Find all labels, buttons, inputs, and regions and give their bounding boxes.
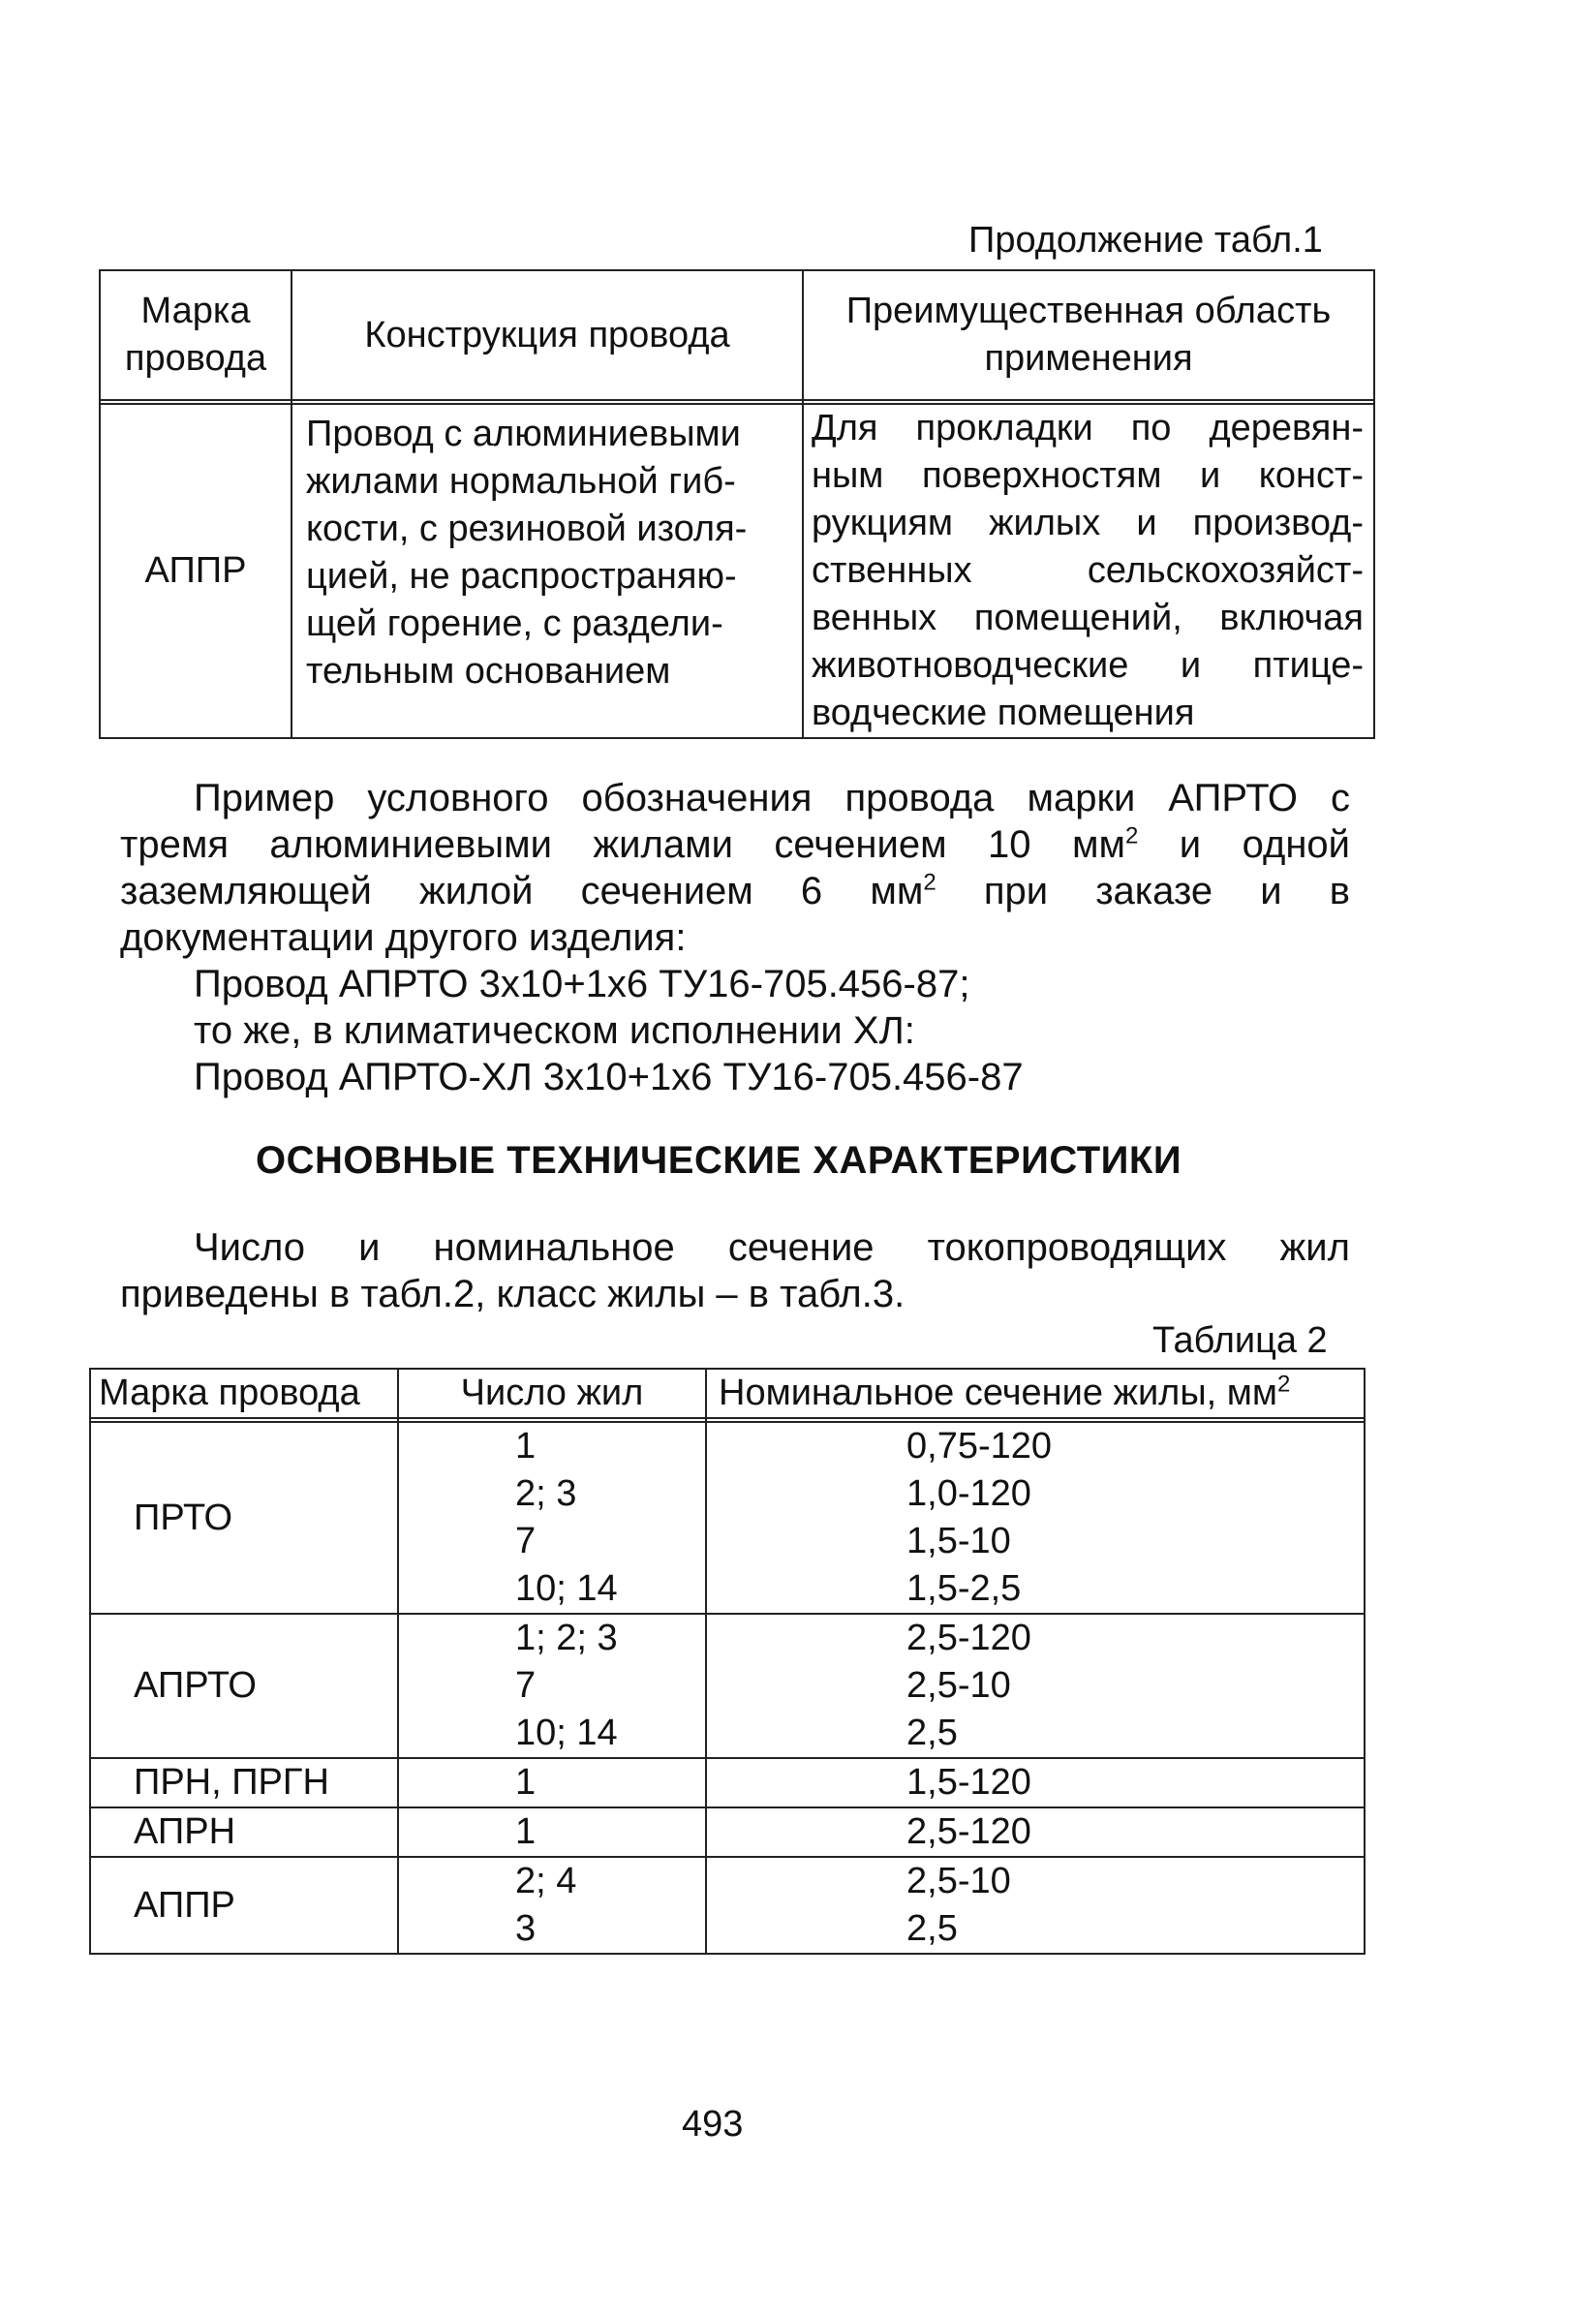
table2-row: [90, 1758, 1365, 1807]
section-paragraph: [120, 1224, 1350, 1317]
construction-line: жилами нормальной гиб-: [306, 461, 736, 502]
construction-line: Провод с алюминиевыми: [306, 414, 741, 454]
table2-cell-mark: ПРН, ПРГН: [90, 1758, 398, 1807]
table2-header-section: Номинальное сечение жилы, $мм^2$: [706, 1369, 1365, 1418]
count-value: 10; 14: [515, 1713, 618, 1753]
application-line: венных помещений, включая: [812, 598, 1364, 638]
table1-cell-mark: АППР: [100, 404, 292, 738]
table1-header-application: Преимущественная область применения: [803, 270, 1374, 400]
example-line-5: Провод АПРТО 3х10+1х6 ТУ16-705.456-87;: [194, 963, 970, 1005]
table1-cell-application: [803, 404, 1374, 738]
count-value: 2; 4: [515, 1861, 577, 1901]
construction-line: цией, не распространяю-: [306, 556, 737, 597]
section-value: 1,5-2,5: [906, 1568, 1022, 1609]
table2-row: [90, 1807, 1365, 1857]
table2-row: [90, 1857, 1365, 1954]
table2-cell-section: [706, 1758, 1365, 1807]
section-value: 1,5-10: [906, 1521, 1011, 1561]
table2-cell-mark: АППР: [90, 1857, 398, 1954]
table1-header-construction: Конструкция провода: [292, 270, 803, 400]
table2-cell-count: [398, 1857, 706, 1954]
table1-header-mark: Марка провода: [100, 270, 292, 400]
table2-cell-section: [706, 1857, 1365, 1954]
section-heading: ОСНОВНЫЕ ТЕХНИЧЕСКИЕ ХАРАКТЕРИСТИКИ: [256, 1139, 1182, 1182]
example-line-7: Провод АПРТО-ХЛ 3х10+1х6 ТУ16-705.456-87: [194, 1056, 1024, 1098]
table2-cell-section: [706, 1422, 1365, 1614]
table2-row: [90, 1422, 1365, 1614]
section-value: 2,5: [906, 1908, 958, 1949]
example-line-4: документации другого изделия:: [120, 916, 687, 959]
application-line: водческие помещения: [812, 693, 1195, 733]
table2-header-count: Число жил: [398, 1369, 706, 1418]
table2-cell-mark: АПРН: [90, 1807, 398, 1857]
table2-body: [90, 1422, 1365, 1954]
table2-caption: Таблица 2: [1152, 1320, 1328, 1361]
table2-cell-section: [706, 1807, 1365, 1857]
count-value: 2; 3: [515, 1473, 577, 1514]
example-line-6: то же, в климатическом исполнении ХЛ:: [194, 1009, 915, 1052]
page-number: 493: [682, 2104, 744, 2145]
section-line-2: приведены в табл.2, класс жилы – в табл.3.: [120, 1273, 905, 1315]
table2-header-mark: Марка провода: [90, 1369, 398, 1418]
example-paragraph: [120, 775, 1350, 1100]
section-value: 2,5: [906, 1713, 958, 1753]
section-line-1: Число и номинальное сечение токопроводящих жил: [194, 1226, 1350, 1269]
table2-cell-count: [398, 1807, 706, 1857]
table2-cell-count: [398, 1614, 706, 1758]
table2-cell-count: [398, 1758, 706, 1807]
section-value: 0,75-120: [906, 1426, 1053, 1467]
application-line: животноводческие и птице-: [812, 645, 1364, 686]
example-line-2: тремя алюминиевыми жилами сечением 10 $мм^2$ и одной: [120, 822, 1350, 866]
table2-cell-mark: АПРТО: [90, 1614, 398, 1758]
count-value: 1: [515, 1762, 537, 1803]
application-line: ственных сельскохозяйст-: [812, 550, 1364, 591]
count-value: 7: [515, 1521, 537, 1561]
table2-row: [90, 1614, 1365, 1758]
count-value: 10; 14: [515, 1568, 618, 1609]
table1-header-row: [100, 270, 1374, 400]
example-line-3: заземляющей жилой сечением 6 $мм^2$ при заказе и в: [120, 869, 1350, 912]
application-line: Для прокладки по деревян-: [812, 408, 1364, 448]
section-value: 2,5-120: [906, 1618, 1031, 1658]
application-line: рукциям жилых и производ-: [812, 503, 1364, 543]
table2: [89, 1368, 1366, 1955]
table2-header-row: [90, 1369, 1365, 1418]
application-line: ным поверхностям и конст-: [812, 455, 1364, 496]
section-value: 2,5-10: [906, 1861, 1011, 1901]
count-value: 1: [515, 1426, 537, 1467]
table1: [99, 269, 1375, 739]
construction-line: кости, с резиновой изоля-: [306, 509, 748, 549]
example-line-1: Пример условного обозначения провода марки АПРТО с: [194, 777, 1350, 819]
table1-cell-construction: [292, 404, 803, 738]
count-value: 7: [515, 1665, 537, 1706]
section-value: 1,0-120: [906, 1473, 1031, 1514]
count-value: 1; 2; 3: [515, 1618, 618, 1658]
table2-cell-mark: ПРТО: [90, 1422, 398, 1614]
construction-line: тельным основанием: [306, 651, 671, 692]
section-value: 2,5-10: [906, 1665, 1011, 1706]
table1-caption: Продолжение табл.1: [968, 220, 1323, 261]
section-value: 1,5-120: [906, 1762, 1031, 1803]
table2-cell-section: [706, 1614, 1365, 1758]
count-value: 3: [515, 1908, 537, 1949]
table2-cell-count: [398, 1422, 706, 1614]
construction-line: щей горение, с раздели-: [306, 603, 723, 644]
count-value: 1: [515, 1811, 537, 1852]
section-value: 2,5-120: [906, 1811, 1031, 1852]
table1-row: [100, 404, 1374, 738]
